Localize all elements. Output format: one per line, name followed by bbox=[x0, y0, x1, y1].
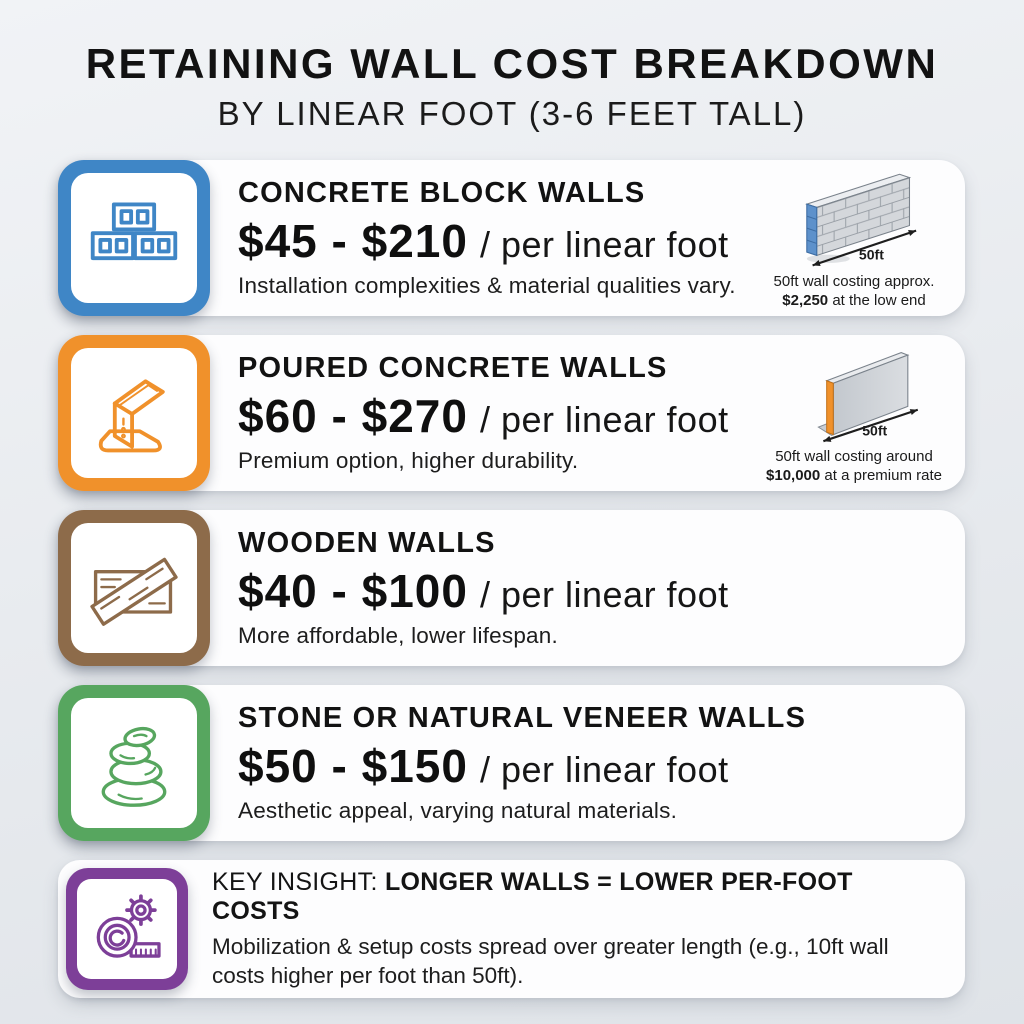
dimension-label: 50ft bbox=[862, 421, 888, 438]
tape-measure-gear-icon bbox=[77, 879, 177, 979]
price-line bbox=[238, 739, 965, 793]
wall-illustration-block bbox=[755, 341, 965, 486]
card-icon-box bbox=[58, 510, 210, 666]
cost-card-stone-veneer bbox=[58, 685, 965, 841]
cost-card-poured-concrete bbox=[58, 335, 965, 491]
card-text bbox=[210, 352, 755, 474]
wall-illustration-block bbox=[755, 166, 965, 311]
wood-planks-icon bbox=[71, 523, 197, 653]
card-text bbox=[210, 527, 965, 649]
concrete-blocks-icon bbox=[71, 173, 197, 303]
card-text bbox=[210, 177, 755, 299]
stacked-stones-icon bbox=[71, 698, 197, 828]
card-title: POURED CONCRETE WALLS bbox=[238, 352, 668, 384]
card-title: WOODEN WALLS bbox=[238, 527, 496, 559]
price-range: $45 - $210 bbox=[238, 215, 468, 267]
price-range: $60 - $270 bbox=[238, 390, 468, 442]
price-unit: / per linear foot bbox=[479, 749, 729, 790]
card-icon-box bbox=[58, 685, 210, 841]
card-note: Premium option, higher durability. bbox=[238, 448, 579, 473]
price-unit: / per linear foot bbox=[479, 574, 729, 615]
price-line bbox=[238, 214, 755, 268]
key-insight-body: Mobilization & setup costs spread over greater length (e.g., 10ft wall costs higher per foot than 50ft). bbox=[212, 933, 889, 988]
card-list bbox=[58, 160, 965, 998]
poured-concrete-icon bbox=[71, 348, 197, 478]
price-range: $40 - $100 bbox=[238, 565, 468, 617]
price-unit: / per linear foot bbox=[479, 224, 729, 265]
card-icon-box bbox=[58, 335, 210, 491]
cost-card-concrete-block bbox=[58, 160, 965, 316]
card-icon-box bbox=[66, 868, 188, 990]
card-title: STONE OR NATURAL VENEER WALLS bbox=[238, 702, 807, 734]
card-note: Aesthetic appeal, varying natural materials. bbox=[238, 798, 678, 823]
page-title: RETAINING WALL COST BREAKDOWN bbox=[85, 40, 939, 87]
card-text bbox=[188, 868, 965, 991]
cost-card-wooden bbox=[58, 510, 965, 666]
illustration-caption: 50ft wall costing approx. $2,250 at the low end bbox=[773, 272, 935, 309]
page-subtitle: BY LINEAR FOOT (3-6 FEET TALL) bbox=[217, 95, 807, 132]
card-text bbox=[210, 702, 965, 824]
price-line bbox=[238, 564, 965, 618]
card-note: More affordable, lower lifespan. bbox=[238, 623, 558, 648]
card-note: Installation complexities & material qualities vary. bbox=[238, 273, 736, 298]
price-range: $50 - $150 bbox=[238, 740, 468, 792]
key-insight-card bbox=[58, 860, 965, 998]
poured-wall-illustration bbox=[779, 341, 929, 447]
brick-wall-illustration bbox=[779, 166, 929, 272]
price-unit: / per linear foot bbox=[479, 399, 729, 440]
illustration-caption: 50ft wall costing around $10,000 at a premium rate bbox=[766, 447, 942, 484]
card-icon-box bbox=[58, 160, 210, 316]
dimension-label: 50ft bbox=[858, 246, 884, 263]
header bbox=[0, 0, 1024, 133]
card-title: CONCRETE BLOCK WALLS bbox=[238, 177, 646, 209]
price-line bbox=[238, 389, 755, 443]
key-insight-heading: KEY INSIGHT: LONGER WALLS = LOWER PER-FOOT COSTS bbox=[212, 867, 853, 925]
